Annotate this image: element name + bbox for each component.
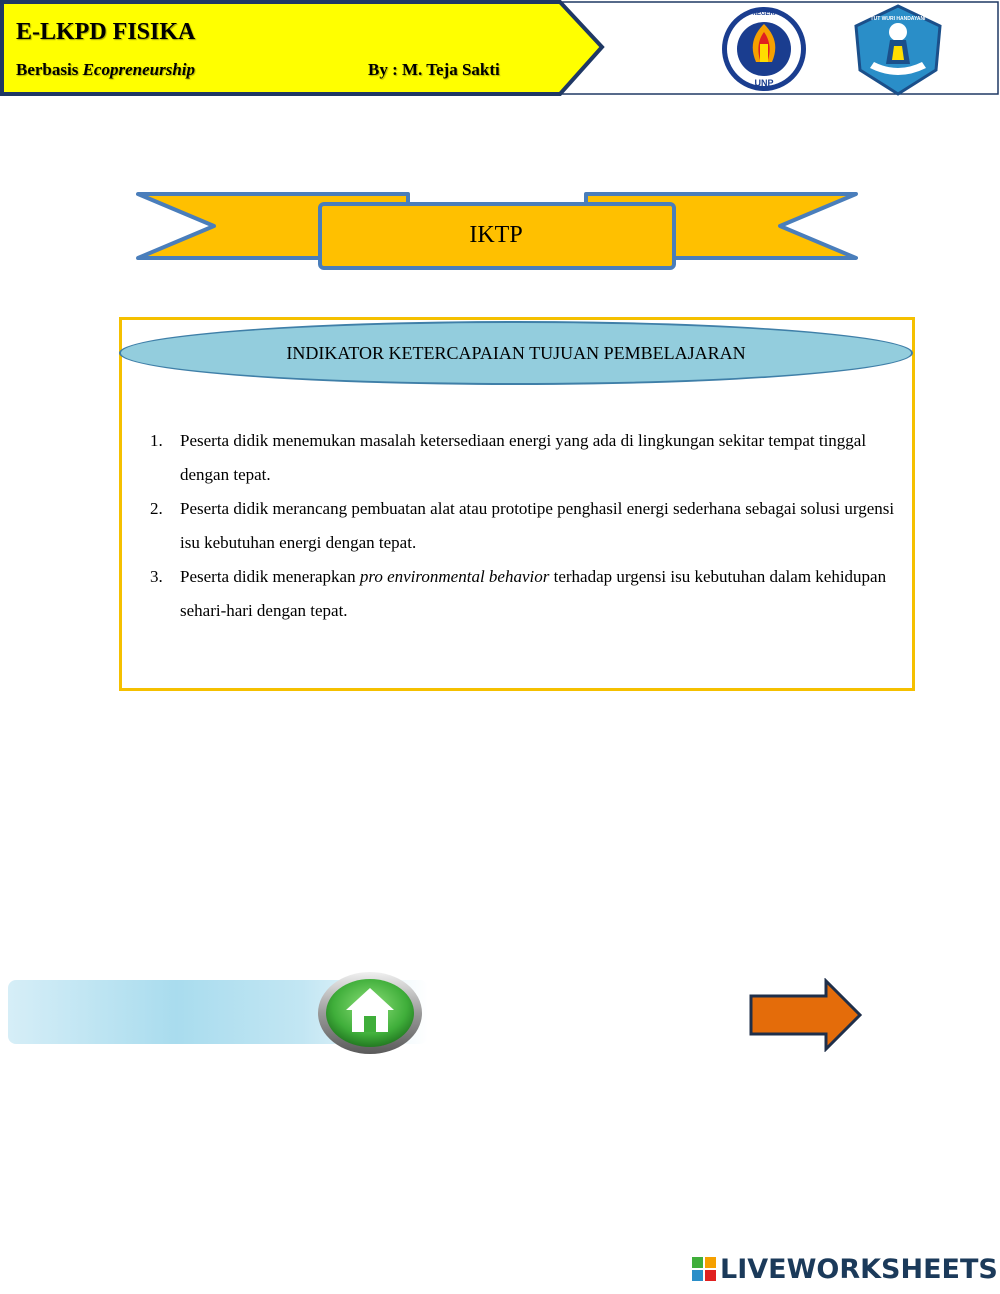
list-text-italic: pro environmental behavior xyxy=(359,567,550,586)
liveworksheets-brand[interactable] xyxy=(692,1252,998,1286)
list-number: 3. xyxy=(150,567,163,586)
page-header xyxy=(0,0,1000,98)
list-number: 2. xyxy=(150,499,163,518)
header-author: By : M. Teja Sakti xyxy=(368,60,500,79)
subtitle-prefix: Berbasis xyxy=(16,60,83,79)
svg-text:TUT WURI HANDAYANI: TUT WURI HANDAYANI xyxy=(870,16,926,22)
arrow-right-icon xyxy=(751,981,860,1049)
subtitle-italic: Ecopreneurship xyxy=(82,60,196,79)
svg-text:NEGERI: NEGERI xyxy=(752,11,776,17)
iktp-heading: INDIKATOR KETERCAPAIAN TUJUAN PEMBELAJARAN xyxy=(286,342,746,363)
indicator-list xyxy=(150,424,900,628)
list-text: Peserta didik menemukan masalah ketersediaan energi yang ada di lingkungan sekitar tempat tinggal dengan tepat. xyxy=(180,431,867,484)
list-number: 1. xyxy=(150,431,163,450)
tut-wuri-handayani-logo xyxy=(850,4,946,96)
iktp-heading-oval xyxy=(119,321,913,385)
list-text-after: terhadap urgensi isu kebutuhan dalam kehidupan sehari-hari dengan tepat. xyxy=(180,567,887,620)
next-button[interactable] xyxy=(748,978,864,1052)
list-text-before: Peserta didik menerapkan xyxy=(180,567,360,586)
home-button[interactable] xyxy=(316,970,424,1056)
list-text: Peserta didik merancang pembuatan alat atau prototipe penghasil energi sederhana sebagai solusi urgensi isu kebutuhan energi dengan tepat. xyxy=(180,499,895,552)
ribbon-label: IKTP xyxy=(469,221,523,248)
liveworksheets-badge-icon xyxy=(692,1257,716,1281)
list-item xyxy=(150,560,900,628)
header-subtitle xyxy=(16,60,195,80)
list-item xyxy=(150,492,900,560)
universitas-negeri-padang-logo xyxy=(714,4,814,94)
liveworksheets-name: LIVEWORKSHEETS xyxy=(720,1253,998,1285)
list-item xyxy=(150,424,900,492)
svg-text:UNP: UNP xyxy=(754,78,774,88)
header-title: E-LKPD FISIKA xyxy=(16,19,196,45)
